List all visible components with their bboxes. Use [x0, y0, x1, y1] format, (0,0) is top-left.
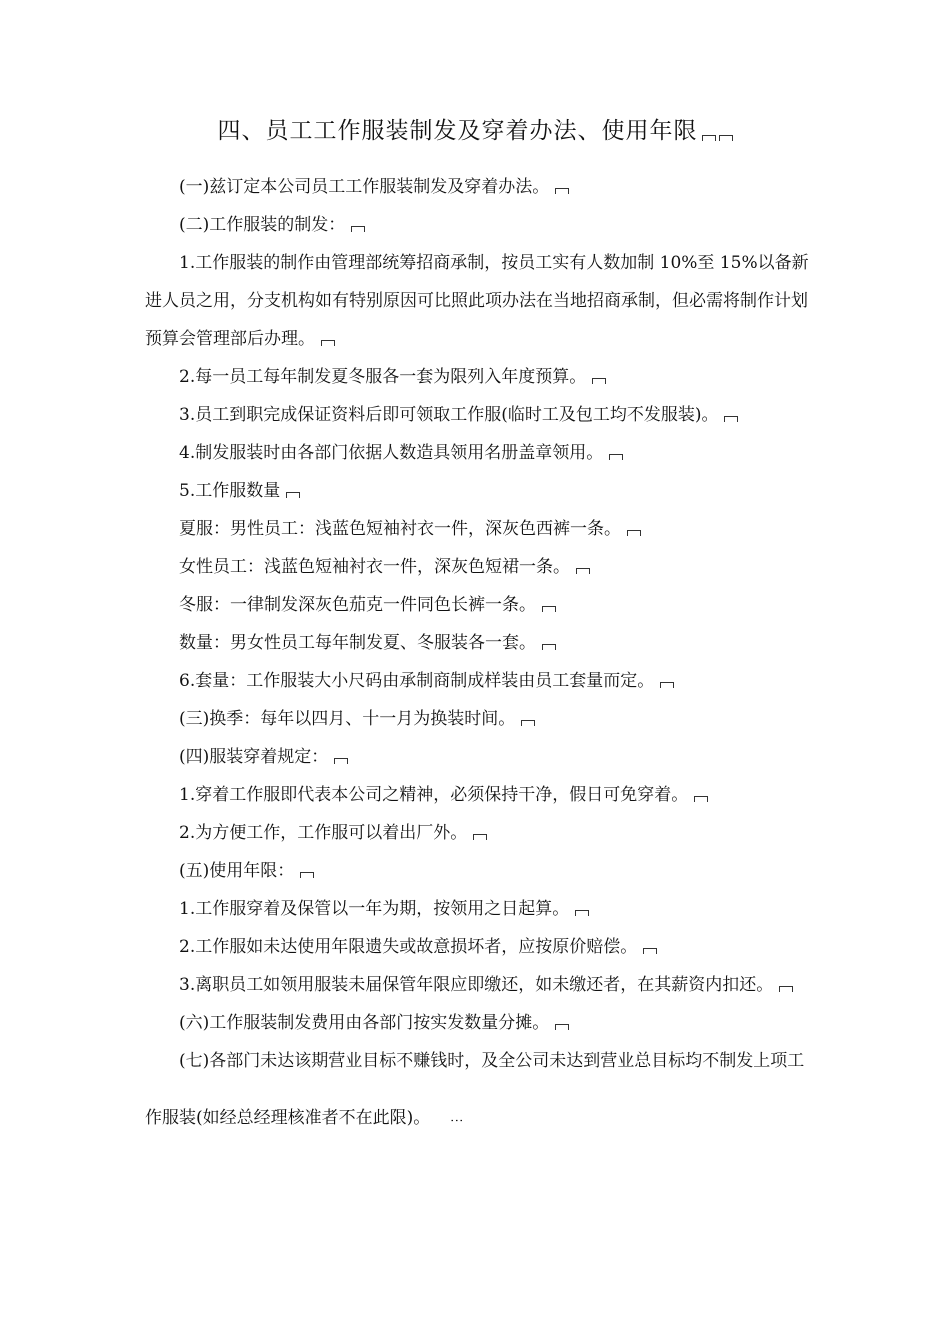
paragraph: (一)兹订定本公司员工工作服装制发及穿着办法。	[145, 168, 810, 206]
title-text: 四、员工工作服装制发及穿着办法、使用年限	[217, 118, 698, 144]
paragraph: 1.工作服装的制作由管理部统筹招商承制，按员工实有人数加制 10%至 15%以备新进人员之用，分支机构如有特别原因可比照此项办法在当地招商承制，但必需将制作计划预算会管理部后办理。	[145, 253, 809, 349]
paragraph: 冬服：一律制发深灰色茄克一件同色长裤一条。	[145, 586, 810, 624]
document-body	[145, 168, 810, 1137]
paragraph: 2.每一员工每年制发夏冬服各一套为限列入年度预算。	[145, 358, 810, 396]
paragraph-mark-icon	[660, 682, 674, 688]
document-title	[0, 112, 950, 145]
paragraph-mark-icon	[555, 188, 569, 194]
paragraph-mark-icon	[779, 986, 793, 992]
paragraph: 5.工作服数量	[145, 472, 810, 510]
paragraph-mark-icon	[473, 834, 487, 840]
paragraph: 1.穿着工作服即代表本公司之精神，必须保持干净，假日可免穿着。	[145, 776, 810, 814]
paragraph: 6.套量：工作服装大小尺码由承制商制成样装由员工套量而定。	[145, 662, 810, 700]
paragraph: (二)工作服装的制发：	[145, 206, 810, 244]
paragraph: 数量：男女性员工每年制发夏、冬服装各一套。	[145, 624, 810, 662]
paragraph-mark-icon	[286, 492, 300, 498]
paragraph-mark-icon	[334, 758, 348, 764]
paragraph-mark-icon	[351, 226, 365, 232]
paragraph-mark-icon	[555, 1024, 569, 1030]
paragraph-mark-icon	[576, 568, 590, 574]
paragraph-mark-icon	[719, 135, 733, 141]
paragraph: 3.员工到职完成保证资料后即可领取工作服(临时工及包工均不发服装)。	[145, 396, 810, 434]
paragraph-mark-icon	[300, 872, 314, 878]
paragraph-mark-icon	[542, 644, 556, 650]
paragraph-mark-icon	[521, 720, 535, 726]
paragraph-mark-icon	[321, 340, 335, 346]
paragraph: (三)换季：每年以四月、十一月为换装时间。	[145, 700, 810, 738]
paragraph: 4.制发服装时由各部门依据人数造具领用名册盖章领用。	[145, 434, 810, 472]
ellipsis-mark-icon: ⋮	[448, 1114, 464, 1125]
paragraph: 夏服：男性员工：浅蓝色短袖衬衣一件，深灰色西裤一条。	[145, 510, 810, 548]
paragraph: (七)各部门未达该期营业目标不赚钱时，及全公司未达到营业总目标均不制发上项工作服装(如经总经理核准者不在此限)。 ⋮	[145, 1051, 805, 1128]
paragraph-mark-icon	[627, 530, 641, 536]
paragraph-mark-icon	[542, 606, 556, 612]
paragraph: (六)工作服装制发费用由各部门按实发数量分摊。	[145, 1004, 810, 1042]
paragraph-mark-icon	[592, 378, 606, 384]
paragraph: 2.为方便工作，工作服可以着出厂外。	[145, 814, 810, 852]
paragraph-mark-icon	[724, 416, 738, 422]
paragraph: 2.工作服如未达使用年限遗失或故意损坏者，应按原价赔偿。	[145, 928, 810, 966]
paragraph: 3.离职员工如领用服装未届保管年限应即缴还，如未缴还者，在其薪资内扣还。	[145, 966, 810, 1004]
paragraph-mark-icon	[694, 796, 708, 802]
paragraph-mark-icon	[575, 910, 589, 916]
paragraph-mark-icon	[609, 454, 623, 460]
paragraph: 女性员工：浅蓝色短袖衬衣一件，深灰色短裙一条。	[145, 548, 810, 586]
paragraph: (五)使用年限：	[145, 852, 810, 890]
paragraph: (四)服装穿着规定：	[145, 738, 810, 776]
paragraph-mark-icon	[702, 135, 716, 141]
paragraph-mark-icon	[643, 948, 657, 954]
paragraph: 1.工作服穿着及保管以一年为期，按领用之日起算。	[145, 890, 810, 928]
